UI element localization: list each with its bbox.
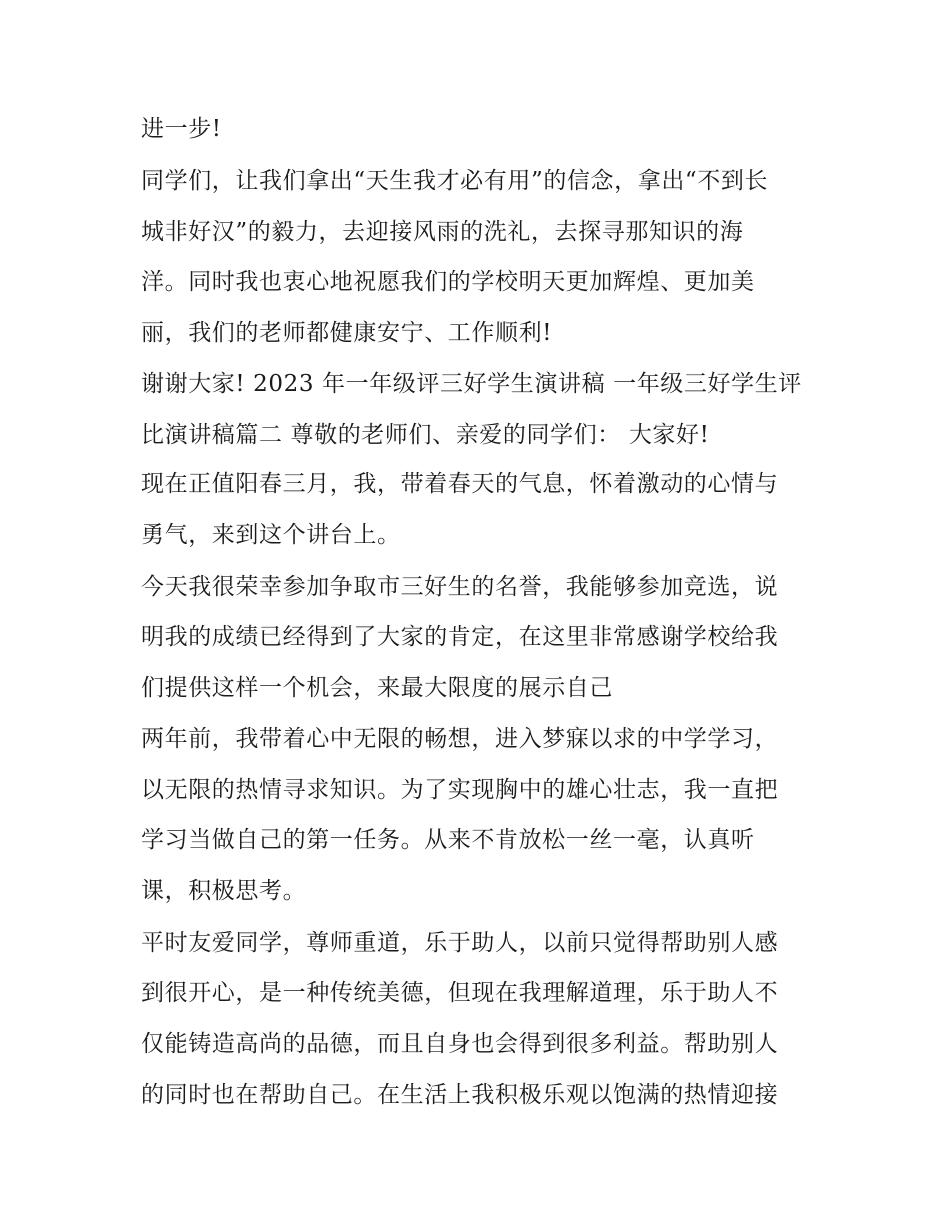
text-line: 两年前，我带着心中无限的畅想，进入梦寐以求的中学学习， (141, 726, 779, 752)
text-line: 今天我很荣幸参加争取市三好生的名誉，我能够参加竞选，说 (141, 574, 779, 600)
text-line: 城非好汉”的毅力，去迎接风雨的洗礼，去探寻那知识的海 (141, 219, 744, 245)
text-line: 洋。同时我也衷心地祝愿我们的学校明天更加辉煌、更加美 (141, 269, 755, 295)
text-line: 现在正值阳春三月，我，带着春天的气息，怀着激动的心情与 (141, 471, 779, 497)
text-line: 同学们，让我们拿出“天生我才必有用”的信念，拿出“不到长 (141, 168, 769, 194)
text-line: 谢谢大家! 2023 年一年级评三好学生演讲稿 一年级三好学生评 (141, 371, 802, 397)
text-line: 丽，我们的老师都健康安宁、工作顺利! (141, 320, 553, 346)
text-line: 仅能铸造高尚的品德，而且自身也会得到很多利益。帮助别人 (141, 1031, 779, 1057)
text-line: 课，积极思考。 (141, 878, 307, 904)
text-line: 们提供这样一个机会，来最大限度的展示自己 (141, 675, 613, 701)
text-line: 勇气，来到这个讲台上。 (141, 522, 401, 548)
text-line: 以无限的热情寻求知识。为了实现胸中的雄心壮志，我一直把 (141, 777, 779, 803)
text-line: 学习当做自己的第一任务。从来不肯放松一丝一毫，认真听 (141, 827, 755, 853)
text-line: 的同时也在帮助自己。在生活上我积极乐观以饱满的热情迎接 (141, 1082, 779, 1108)
text-line: 到很开心，是一种传统美德，但现在我理解道理，乐于助人不 (141, 980, 779, 1006)
text-line: 比演讲稿篇二 尊敬的老师们、亲爱的同学们： 大家好! (141, 422, 710, 448)
text-line: 进一步! (141, 116, 222, 142)
text-line: 明我的成绩已经得到了大家的肯定，在这里非常感谢学校给我 (141, 624, 779, 650)
text-line: 平时友爱同学，尊师重道，乐于助人，以前只觉得帮助别人感 (141, 930, 779, 956)
